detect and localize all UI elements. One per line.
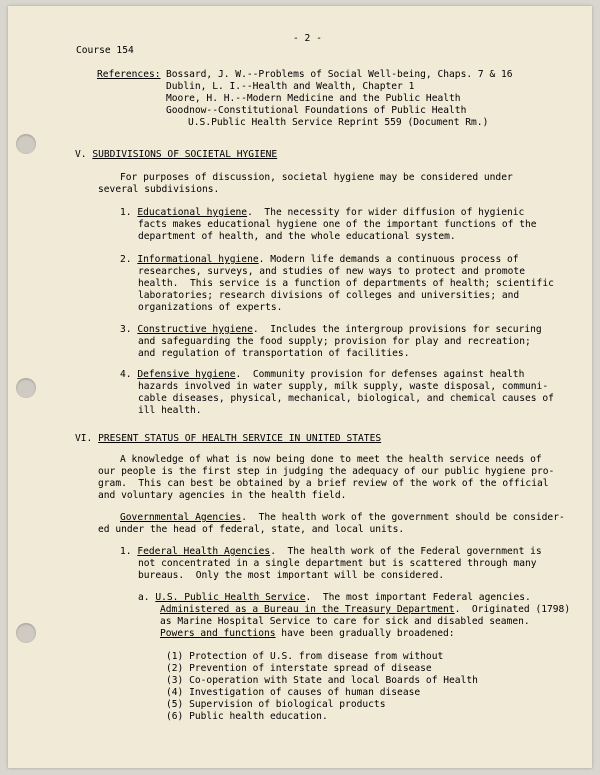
list-item-line: cable diseases, physical, mechanical, biological, and chemical causes of <box>138 393 554 404</box>
list-item-line: and safeguarding the food supply; provision for play and recreation; <box>138 336 531 347</box>
function-list-item: (2) Prevention of interstate spread of disease <box>166 663 432 674</box>
list-item-line: laboratories; research divisions of colleges and universities; and <box>138 290 520 301</box>
list-item-first-line: 1. Educational hygiene. The necessity for wider diffusion of hygienic <box>120 207 525 218</box>
section-numeral: V. <box>75 149 87 160</box>
function-list-item: (3) Co-operation with State and local Boards of Health <box>166 675 478 686</box>
item-heading: Federal Health Agencies <box>137 546 271 557</box>
references-label: References: <box>97 69 161 80</box>
sub-item-first-line: a. U.S. Public Health Service. The most important Federal agencies. <box>138 592 531 603</box>
section-title: SUBDIVISIONS OF SOCIETAL HYGIENE <box>92 149 278 160</box>
list-item-line: not concentrated in a single department but is scattered through many <box>138 558 537 569</box>
paragraph-line: ed under the head of federal, state, and local units. <box>98 524 405 535</box>
function-list-item: (6) Public health education. <box>166 711 328 722</box>
section-vi-heading <box>75 433 381 445</box>
section-numeral: VI. <box>75 433 93 444</box>
list-item-line: ill health. <box>138 405 202 416</box>
list-item-line: department of health, and the whole educational system. <box>138 231 456 242</box>
section-vi-intro: A knowledge of what is now being done to meet the health service needs of <box>120 454 542 465</box>
list-item-line: hazards involved in water supply, milk supply, waste disposal, communi- <box>138 381 549 392</box>
list-item-line: researches, surveys, and studies of new ways to protect and promote <box>138 266 525 277</box>
punch-hole <box>16 623 36 643</box>
item-heading: Informational hygiene <box>137 254 259 265</box>
section-title: PRESENT STATUS OF HEALTH SERVICE IN UNITED STATES <box>98 433 382 444</box>
list-item-first-line: 3. Constructive hygiene. Includes the intergroup provisions for securing <box>120 324 542 335</box>
course-label: Course 154 <box>76 45 134 56</box>
paragraph-heading: Governmental Agencies <box>120 512 242 523</box>
section-vi-intro: our people is the first step in judging the adequacy of our public hygiene pro- <box>98 466 555 477</box>
sub-item-line: Administered as a Bureau in the Treasury Department. Originated (1798) <box>160 604 571 615</box>
reference-item: Goodnow--Constitutional Foundations of Public Health <box>166 105 467 116</box>
list-item-line: bureaus. Only the most important will be considered. <box>138 570 445 581</box>
list-item-line: facts makes educational hygiene one of the important functions of the <box>138 219 537 230</box>
page-number: - 2 - <box>293 33 322 44</box>
list-item-line: and regulation of transportation of facilities. <box>138 348 410 359</box>
list-item-first-line: 4. Defensive hygiene. Community provision for defenses against health <box>120 369 525 380</box>
list-item-line: organizations of experts. <box>138 302 283 313</box>
sub-item-line: as Marine Hospital Service to care for sick and disabled seamen. <box>160 616 530 627</box>
function-list-item: (4) Investigation of causes of human disease <box>166 687 421 698</box>
list-item-line: health. This service is a function of departments of health; scientific <box>138 278 554 289</box>
reference-item: Bossard, J. W.--Problems of Social Well-being, Chaps. 7 & 16 <box>166 69 513 80</box>
sub-item-line: Powers and functions have been gradually broadened: <box>160 628 455 639</box>
punch-hole <box>16 378 36 398</box>
paragraph-first-line: Governmental Agencies. The health work of the government should be consider- <box>120 512 565 523</box>
reference-item: U.S.Public Health Service Reprint 559 (Document Rm.) <box>188 117 489 128</box>
section-v-intro: For purposes of discussion, societal hygiene may be considered under <box>120 172 513 183</box>
item-heading: Educational hygiene <box>137 207 248 218</box>
function-list-item: (1) Protection of U.S. from disease from without <box>166 651 444 662</box>
list-item-first-line: 1. Federal Health Agencies. The health work of the Federal government is <box>120 546 542 557</box>
reference-item: Moore, H. H.--Modern Medicine and the Public Health <box>166 93 461 104</box>
function-list-item: (5) Supervision of biological products <box>166 699 386 710</box>
section-v-intro: several subdivisions. <box>98 184 220 195</box>
section-vi-intro: and voluntary agencies in the health field. <box>98 490 347 501</box>
sub-item-heading: U.S. Public Health Service <box>155 592 306 603</box>
section-v-heading <box>75 149 277 161</box>
section-vi-intro: gram. This can best be obtained by a brief review of the work of the official <box>98 478 549 489</box>
item-heading: Defensive hygiene <box>137 369 236 380</box>
item-heading: Constructive hygiene <box>137 324 253 335</box>
punch-hole <box>16 134 36 154</box>
reference-item: Dublin, L. I.--Health and Wealth, Chapter 1 <box>166 81 415 92</box>
list-item-first-line: 2. Informational hygiene. Modern life demands a continuous process of <box>120 254 519 265</box>
